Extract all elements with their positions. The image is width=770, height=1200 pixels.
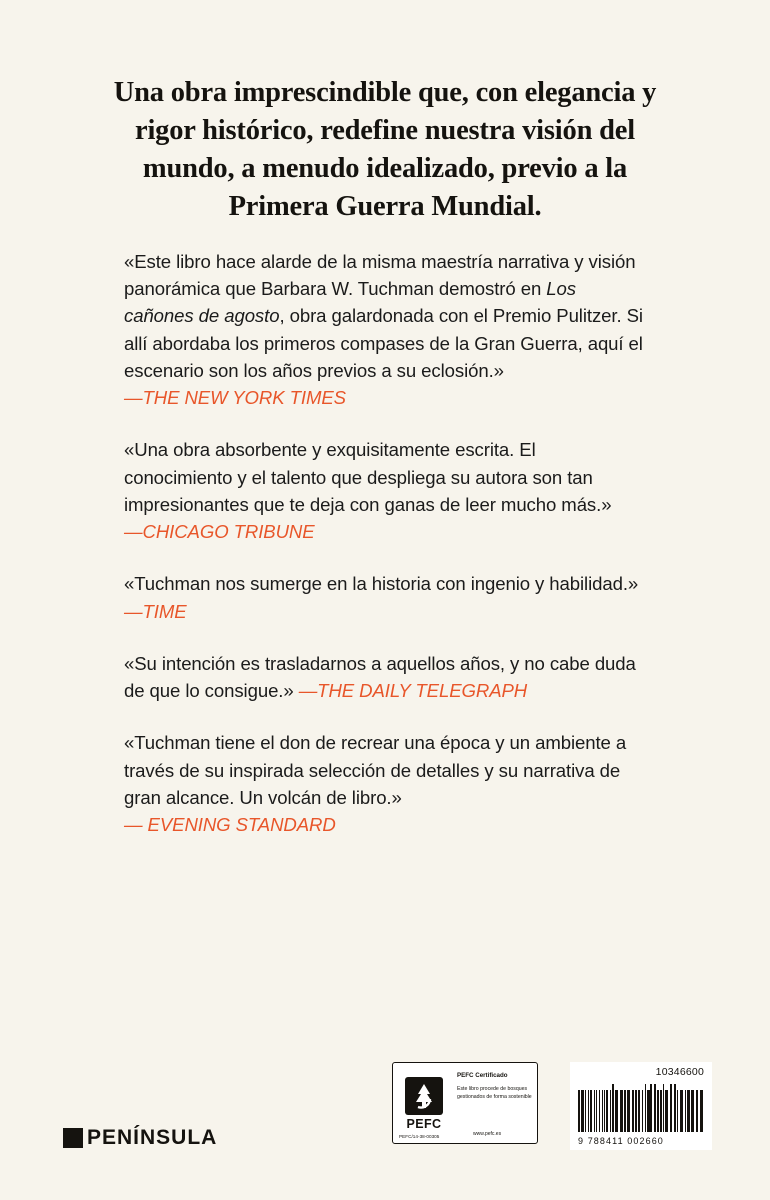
quote-item	[124, 248, 646, 411]
pefc-url: www.pefc.es	[473, 1131, 502, 1137]
pefc-text: Este libro procede de bosques gestionados de forma sostenible	[457, 1086, 532, 1100]
publisher-name: PENÍNSULA	[87, 1126, 218, 1149]
quote-source: —THE NEW YORK TIMES	[124, 387, 346, 409]
quote-item	[124, 570, 646, 624]
pefc-title: PEFC Certificado	[457, 1072, 508, 1079]
page-title: Una obra imprescindible que, con elegancia y rigor histórico, redefine nuestra visión del mundo, a menudo idealizado, previo a la Primera Guerra Mundial.	[113, 77, 657, 222]
quote-item	[124, 729, 646, 838]
pefc-logo	[393, 1063, 455, 1143]
publisher-logo	[63, 1126, 217, 1150]
quote-item	[124, 650, 646, 704]
quote-text-before: «Este libro hace alarde de la misma maestría narrativa y visión panorámica que Barbara W. Tuchman demostró en	[124, 251, 636, 300]
quote-source: —CHICAGO TRIBUNE	[124, 521, 315, 543]
quote-text-before: «Su intención es trasladarnos a aquellos años, y no cabe duda de que lo consigue.»	[124, 652, 636, 702]
pefc-certification-box	[392, 1062, 538, 1144]
quote-italic-title: Los cañones de agosto	[124, 278, 576, 327]
publisher-mark-icon	[63, 1128, 83, 1148]
pefc-label: PEFC	[406, 1117, 442, 1131]
quotes-list	[124, 248, 646, 838]
quote-text-before: «Tuchman tiene el don de recrear una época y un ambiente a través de su inspirada selección de detalles y su narrativa de gran alcance. Un volcán de libro.»	[124, 732, 627, 808]
barcode-isbn-digits: 9 788411 002660	[578, 1136, 664, 1146]
tree-icon	[405, 1077, 443, 1115]
quote-source: —THE DAILY TELEGRAPH	[298, 680, 528, 702]
pefc-certificate-code: PEFC/14-38-00305	[399, 1134, 440, 1139]
quote-item	[124, 436, 646, 545]
barcode-bars	[578, 1084, 704, 1132]
barcode-top-number: 10346600	[655, 1066, 704, 1078]
quote-source: — EVENING STANDARD	[124, 813, 336, 835]
barcode	[570, 1062, 712, 1150]
quote-text-after: , obra galardonada con el Premio Pulitzer. Si allí abordaba los primeros compases de la Gran Guerra, aquí el escenario son los años previos a su eclosión.»	[124, 305, 643, 381]
quote-source: —TIME	[124, 600, 187, 622]
quote-text-before: «Tuchman nos sumerge en la historia con ingenio y habilidad.»	[124, 573, 639, 595]
quote-text-before: «Una obra absorbente y exquisitamente escrita. El conocimiento y el talento que despliega su autora son tan impresionantes que te deja con ganas de leer mucho más.»	[124, 439, 612, 515]
